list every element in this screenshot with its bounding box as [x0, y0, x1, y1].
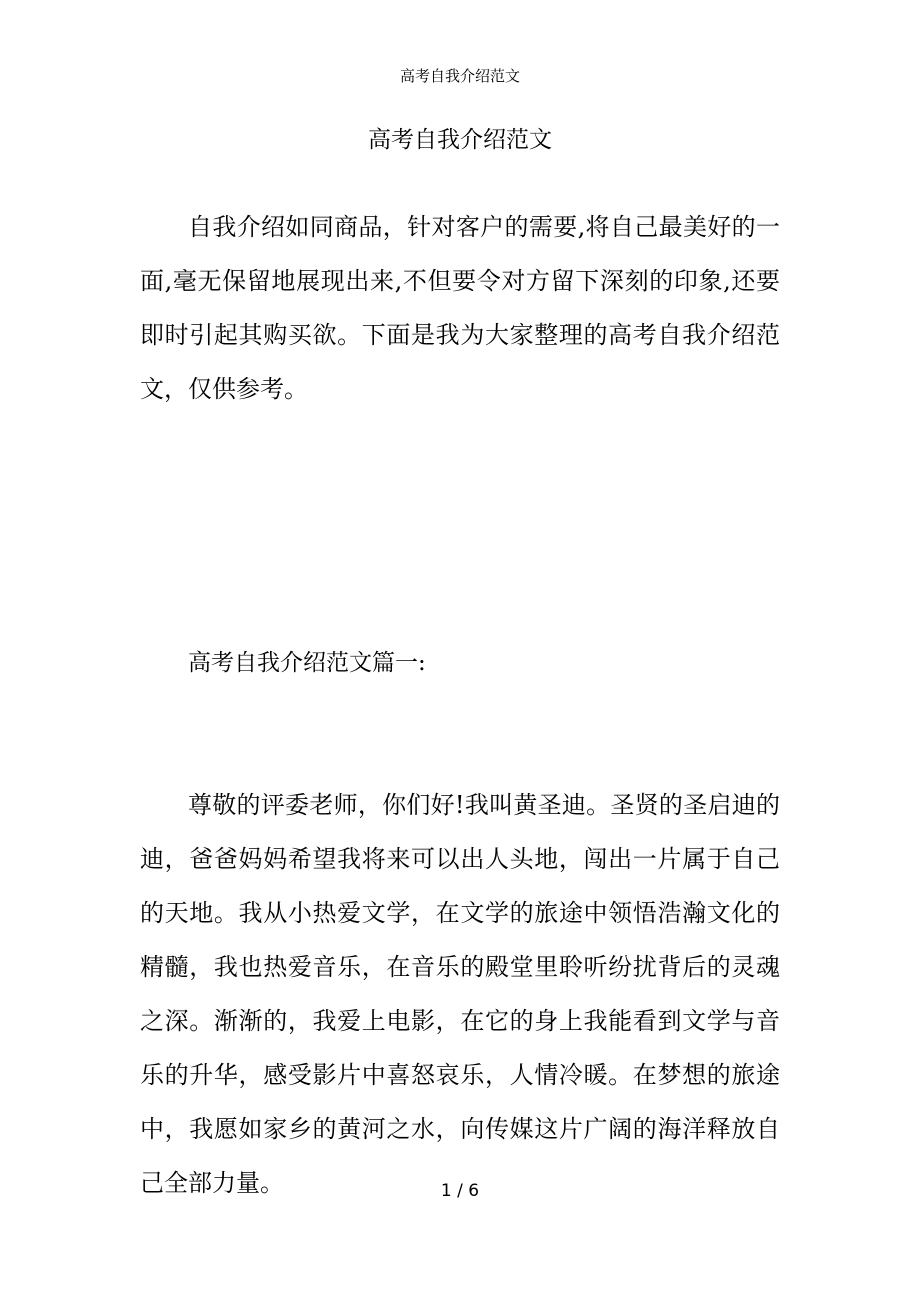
running-header: 高考自我介绍范文 [399, 67, 520, 85]
intro-paragraph: 自我介绍如同商品，针对客户的需要,将自己最美好的一面,毫无保留地展现出来,不但要令对方留下深刻的印象,还要即时引起其购买欲。下面是我为大家整理的高考自我介绍范文，仅供参考。 [140, 213, 780, 403]
page-number: 1 / 6 [440, 1181, 480, 1201]
section-heading: 高考自我介绍范文篇一: [188, 650, 426, 676]
speech-paragraph: 尊敬的评委老师，你们好!我叫黄圣迪。圣贤的圣启迪的迪，爸爸妈妈希望我将来可以出人头地，闯出一片属于自己的天地。我从小热爱文学，在文学的旅途中领悟浩瀚文化的精髓，我也热爱音乐，在音乐的殿堂里聆听纷扰背后的灵魂之深。渐渐的，我爱上电影，在它的身上我能看到文学与音乐的升华，感受影片中喜怒哀乐，人情冷暖。在梦想的旅途中，我愿如家乡的黄河之水，向传媒这片广阔的海洋释放自己全部力量。 [140, 791, 780, 1197]
document-title: 高考自我介绍范文 [368, 127, 552, 153]
